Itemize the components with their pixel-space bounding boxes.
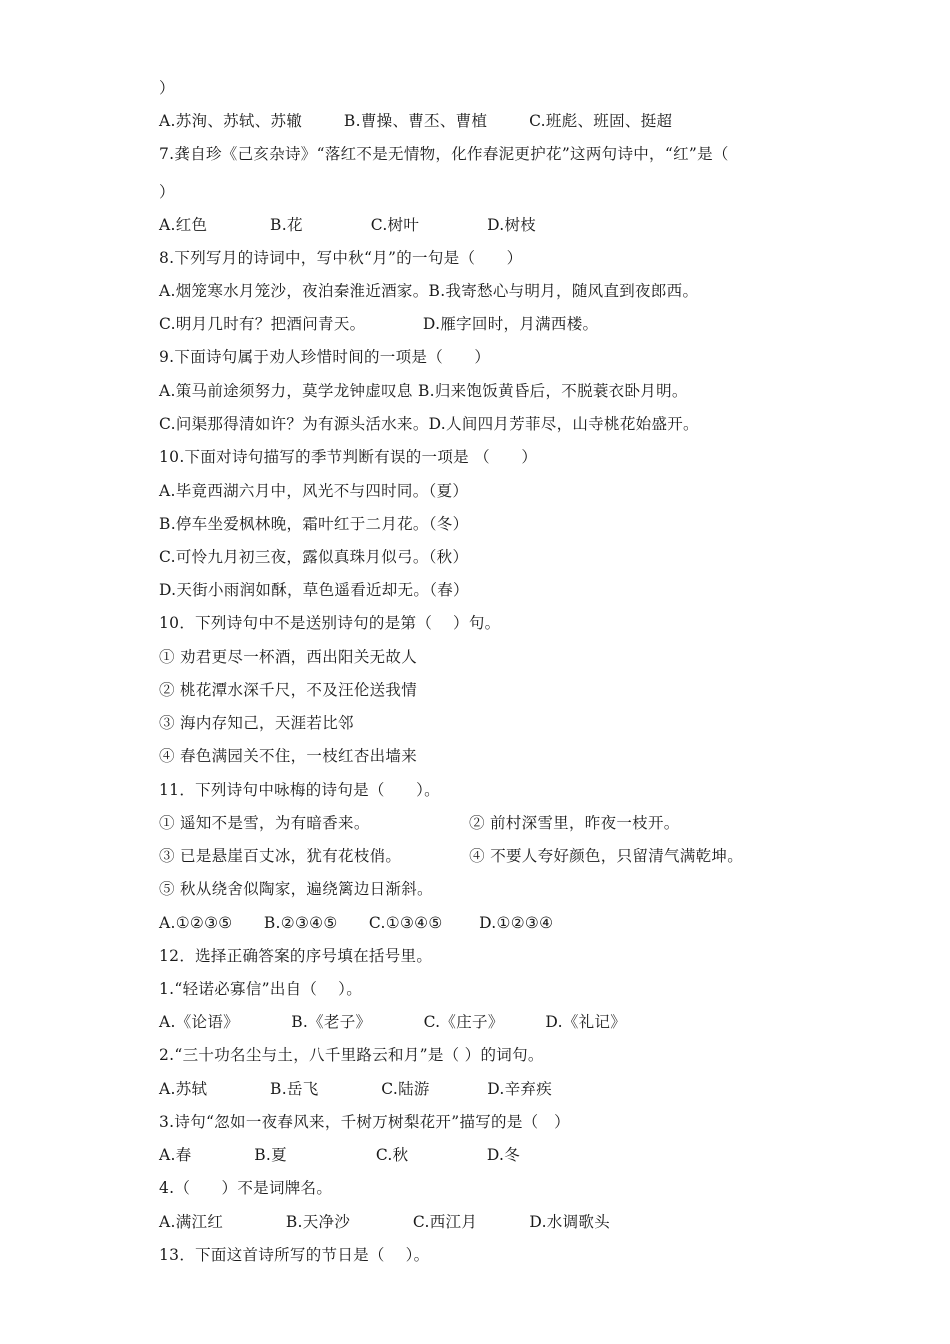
text-line: ③ 海内存知己，天涯若比邻 bbox=[159, 714, 354, 732]
text-line: ① 劝君更尽一杯酒，西出阳关无故人 bbox=[159, 648, 418, 666]
text-line: ③ 已是悬崖百丈冰，犹有花枝俏。 ④ 不要人夸好颜色，只留清气满乾坤。 bbox=[159, 847, 744, 865]
text-line: 4.（ ）不是词牌名。 bbox=[159, 1179, 333, 1197]
text-line: C.可怜九月初三夜，露似真珠月似弓。（秋） bbox=[159, 548, 469, 566]
text-line: 3.诗句“忽如一夜春风来，千树万树梨花开”描写的是（ ） bbox=[159, 1113, 570, 1131]
text-line: 7.龚自珍《己亥杂诗》“落红不是无情物，化作春泥更护花”这两句诗中，“红”是（ bbox=[159, 145, 729, 163]
text-line: A.春 B.夏 C.秋 D.冬 bbox=[159, 1146, 521, 1164]
text-line: ） bbox=[159, 183, 175, 201]
text-line: C.问渠那得清如许？为有源头活水来。D.人间四月芳菲尽，山寺桃花始盛开。 bbox=[159, 415, 699, 433]
text-line: ） bbox=[159, 79, 175, 97]
text-line: C.明月几时有？把酒问青天。 D.雁字回时，月满西楼。 bbox=[159, 315, 599, 333]
text-line: ② 桃花潭水深千尺，不及汪伦送我情 bbox=[159, 681, 418, 699]
text-line: A.策马前途须努力，莫学龙钟虚叹息 B.归来饱饭黄昏后，不脱蓑衣卧月明。 bbox=[159, 382, 688, 400]
text-line: ④ 春色满园关不住，一枝红杏出墙来 bbox=[159, 747, 418, 765]
text-line: 1.“轻诺必寡信”出自（ ）。 bbox=[159, 980, 362, 998]
text-line: A.苏轼 B.岳飞 C.陆游 D.辛弃疾 bbox=[159, 1080, 553, 1098]
text-line: 8.下列写月的诗词中，写中秋“月”的一句是（ ） bbox=[159, 249, 523, 267]
text-line: 9.下面诗句属于劝人珍惜时间的一项是（ ） bbox=[159, 348, 491, 366]
text-line: 13．下面这首诗所写的节日是（ ）。 bbox=[159, 1246, 430, 1264]
text-line: A.《论语》 B.《老子》 C.《庄子》 D.《礼记》 bbox=[159, 1013, 627, 1031]
text-line: ⑤ 秋从绕舍似陶家，遍绕篱边日渐斜。 bbox=[159, 880, 433, 898]
text-line: D.天街小雨润如酥，草色遥看近却无。（春） bbox=[159, 581, 469, 599]
text-line: A.满江红 B.天净沙 C.西江月 D.水调歌头 bbox=[159, 1213, 610, 1231]
text-line: ① 遥知不是雪，为有暗香来。 ② 前村深雪里，昨夜一枝开。 bbox=[159, 814, 680, 832]
text-line: 2.“三十功名尘与土，八千里路云和月”是（ ）的词句。 bbox=[159, 1046, 544, 1064]
text-line: A.①②③⑤ B.②③④⑤ C.①③④⑤ D.①②③④ bbox=[159, 914, 554, 932]
text-line: A.毕竟西湖六月中，风光不与四时同。（夏） bbox=[159, 482, 469, 500]
text-line: 11．下列诗句中咏梅的诗句是（ ）。 bbox=[159, 781, 440, 799]
text-line: A.烟笼寒水月笼沙，夜泊秦淮近酒家。B.我寄愁心与明月，随风直到夜郎西。 bbox=[159, 282, 699, 300]
text-line: B.停车坐爱枫林晚，霜叶红于二月花。（冬） bbox=[159, 515, 469, 533]
text-line: A.红色 B.花 C.树叶 D.树枝 bbox=[159, 216, 537, 234]
text-line: A.苏洵、苏轼、苏辙 B.曹操、曹丕、曹植 C.班彪、班固、挺超 bbox=[159, 112, 673, 130]
text-line: 10.下面对诗句描写的季节判断有误的一项是 （ ） bbox=[159, 448, 538, 466]
text-line: 10．下列诗句中不是送别诗句的是第（ ）句。 bbox=[159, 614, 501, 632]
text-line: 12．选择正确答案的序号填在括号里。 bbox=[159, 947, 433, 965]
